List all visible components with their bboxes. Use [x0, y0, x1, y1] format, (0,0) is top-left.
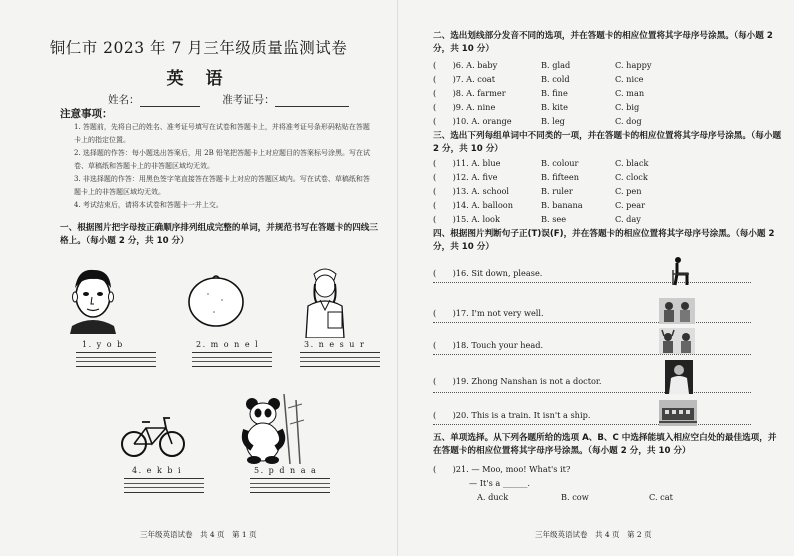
question-7[interactable]: ( )7. A. coat B. cold C. nice [433, 74, 644, 84]
question-17-divider [433, 322, 751, 323]
question-9[interactable]: ( )9. A. nine B. kite C. big [433, 102, 640, 112]
exam-title: 铜仁市 2023 年 7 月三年级质量监测试卷 [49, 39, 348, 57]
question-11[interactable]: ( )11. A. blue B. colour C. black [433, 158, 649, 168]
question-8[interactable]: ( )8. A. farmer B. fine C. man [433, 88, 645, 98]
question-20[interactable]: ( )20. This is a train. It isn't a ship. [433, 410, 591, 420]
question-12[interactable]: ( )12. A. five B. fifteen C. clock [433, 172, 648, 182]
section-2-heading: 二、选出划线部分发音不同的选项，并在答题卡的相应位置将其字母序号涂黑。（每小题 2 分，共 10 分） [433, 31, 773, 54]
question-16-divider [433, 282, 751, 283]
picture-4-label: 4. e k b i [132, 466, 183, 475]
picture-1-label: 1. y o b [82, 340, 124, 349]
question-18[interactable]: ( )18. Touch your head. [433, 340, 544, 350]
question-21-option-a[interactable]: A. duck [477, 492, 509, 502]
sick-people-picture [659, 298, 695, 324]
touch-head-picture [659, 328, 695, 354]
picture-2-label: 2. m o n e l [196, 340, 260, 349]
picture-2-writing-lines[interactable] [192, 352, 272, 367]
note-4: 4. 考试结束后，请将本试卷和答题卡一并上交。 [74, 201, 223, 209]
picture-5-label: 5. p d n a a [254, 466, 318, 475]
page-1-footer: 三年级英语试卷 共 4 页 第 1 页 [140, 530, 257, 539]
lemon-picture [186, 272, 246, 330]
student-id-line [108, 92, 349, 107]
question-10[interactable]: ( )10. A. orange B. leg C. dog [433, 116, 642, 126]
question-19-divider [433, 392, 751, 393]
question-21[interactable]: ( )21. — Moo, moo! What's it? [433, 464, 571, 474]
exam-number-label: 准考证号： [222, 94, 275, 106]
picture-3-label: 3. n e s u r [304, 340, 366, 349]
bike-picture [120, 410, 186, 460]
question-17[interactable]: ( )17. I'm not very well. [433, 308, 544, 318]
section-3-heading: 三、选出下列每组单词中不同类的一项，并在答题卡的相应位置将其字母序号涂黑。（每小题 2 分，共 10 分） [433, 131, 782, 154]
note-2: 2. 选择题的作答：每小题选出答案后，用 2B 铅笔把答题卡上对应题目的答案标号涂黑。写在试卷、草稿纸和答题卡上的非答题区域均无效。 [74, 149, 370, 170]
notes-heading: 注意事项： [60, 108, 113, 120]
question-21-prompt: — It's a ______. [469, 478, 531, 488]
question-13[interactable]: ( )13. A. school B. ruler C. pen [433, 186, 642, 196]
picture-5-writing-lines[interactable] [250, 478, 330, 493]
name-blank[interactable] [140, 106, 200, 107]
picture-1-writing-lines[interactable] [76, 352, 156, 367]
question-21-option-b[interactable]: B. cow [561, 492, 589, 502]
page-2-footer: 三年级英语试卷 共 4 页 第 2 页 [535, 530, 652, 539]
question-19[interactable]: ( )19. Zhong Nanshan is not a doctor. [433, 376, 602, 386]
zhong-nanshan-picture [665, 360, 693, 394]
exam-number-blank[interactable] [275, 106, 349, 107]
question-21-option-c[interactable]: C. cat [649, 492, 673, 502]
question-16[interactable]: ( )16. Sit down, please. [433, 268, 543, 278]
section-5-heading: 五、单项选择。从下列各题所给的选项 A、B、C 中选择能填入相应空白处的最佳选项，并在答题卡的相应位置将其字母序号涂黑。（每小题 2 分，共 10 分） [433, 433, 777, 456]
name-label: 姓名： [108, 94, 140, 106]
picture-3-writing-lines[interactable] [300, 352, 380, 367]
section-4-heading: 四、根据图片判断句子正(T)误(F)，并在答题卡的相应位置将其字母序号涂黑。（每小题 2 分，共 10 分） [433, 229, 775, 252]
note-1: 1. 答题前，先将自己的姓名、准考证号填写在试卷和答题卡上，并将准考证号条形码粘贴在答题卡上的指定位置。 [74, 123, 370, 144]
boy-picture [64, 264, 122, 334]
question-18-divider [433, 354, 751, 355]
question-6[interactable]: ( )6. A. baby B. glad C. happy [433, 60, 652, 70]
picture-4-writing-lines[interactable] [124, 478, 204, 493]
nurse-picture [298, 264, 352, 338]
note-3: 3. 非选择题的作答：用黑色签字笔直接答在答题卡上对应的答题区域内。写在试卷、草稿纸和答题卡上的非答题区域均无效。 [74, 175, 370, 196]
question-20-divider [433, 424, 751, 425]
question-15[interactable]: ( )15. A. look B. see C. day [433, 214, 641, 224]
train-picture [659, 400, 697, 426]
panda-picture [240, 394, 306, 464]
sitting-person-picture [669, 256, 695, 286]
section-1-heading: 一、根据图片把字母按正确顺序排列组成完整的单词，并规范书写在答题卡的四线三格上。（每小题 2 分，共 10 分） [60, 223, 378, 246]
question-14[interactable]: ( )14. A. balloon B. banana C. pear [433, 200, 646, 210]
page-2 [397, 0, 794, 556]
subject-heading: 英 语 [166, 69, 231, 89]
